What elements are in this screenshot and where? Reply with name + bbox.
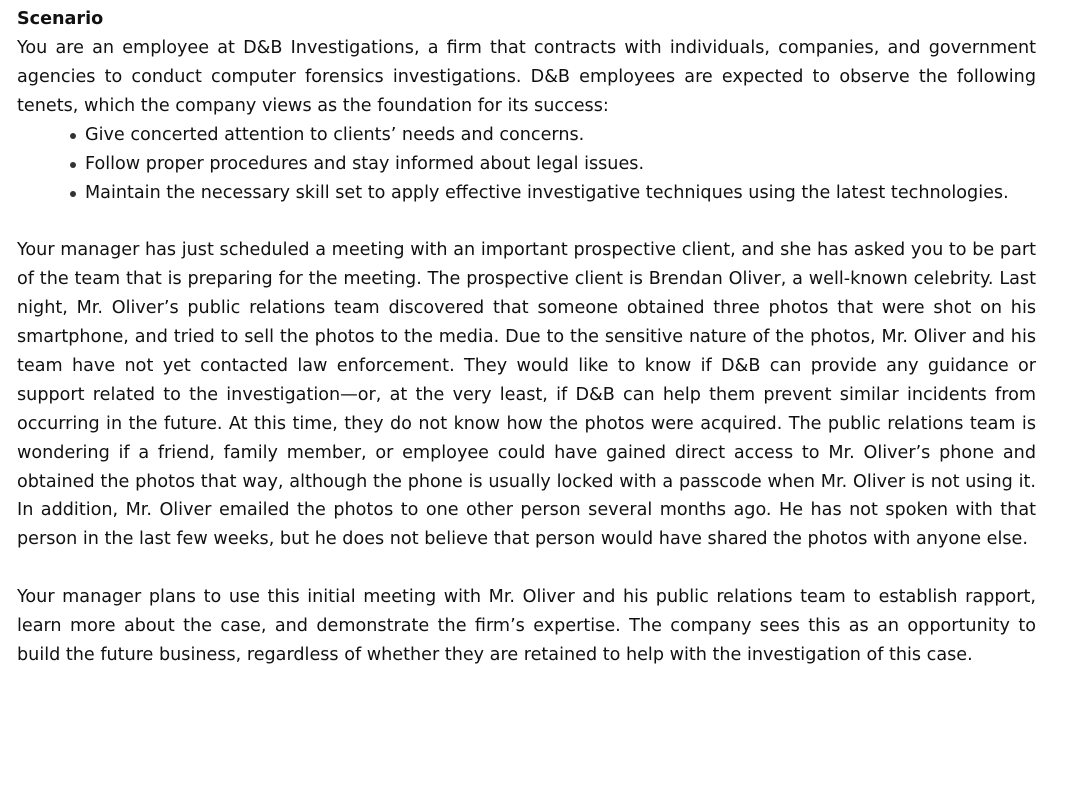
intro-paragraph: You are an employee at D&B Investigations, a firm that contracts with individuals, companies, and government agencies to conduct computer forensics investigations. D&B employees are expected to observe the following tenets, which the company views as the foundation for its success:: [17, 38, 1036, 116]
tenet-item: Maintain the necessary skill set to apply effective investigative techniques using the latest technologies.: [85, 179, 1036, 208]
client-situation-paragraph: Your manager has just scheduled a meeting with an important prospective client, and she has asked you to be part of the team that is preparing for the meeting. The prospective client is Brendan Oliver, a well-known celebrity. Last night, Mr. Oliver’s public relations team discovered that someone obtained three photos that were shot on his smartphone, and tried to sell the photos to the media. Due to the sensitive nature of the photos, Mr. Oliver and his team have not yet contacted law enforcement. They would like to know if D&B can provide any guidance or support related to the investigation—or, at the very least, if D&B can help them prevent similar incidents from occurring in the future. At this time, they do not know how the photos were acquired. The public relations team is wondering if a friend, family member, or employee could have gained direct access to Mr. Oliver’s phone and obtained the photos that way, although the phone is usually locked with a passcode when Mr. Oliver is not using it. In addition, Mr. Oliver emailed the photos to one other person several months ago. He has not spoken with that person in the last few weeks, but he does not believe that person would have shared the photos with anyone else.: [17, 240, 1036, 550]
meeting-plan-paragraph: Your manager plans to use this initial meeting with Mr. Oliver and his public relations team to establish rapport, learn more about the case, and demonstrate the firm’s expertise. The company sees this as an opportunity to build the future business, regardless of whether they are retained to help with the investigation of this case.: [17, 587, 1036, 665]
paragraph-spacer: [17, 207, 1036, 236]
tenet-item: Give concerted attention to clients’ needs and concerns.: [85, 121, 1036, 150]
paragraph-spacer: [17, 554, 1036, 583]
tenets-list: [17, 121, 1036, 208]
scenario-heading: Scenario: [17, 9, 104, 29]
scenario-document: [17, 5, 1036, 670]
tenet-item: Follow proper procedures and stay informed about legal issues.: [85, 150, 1036, 179]
